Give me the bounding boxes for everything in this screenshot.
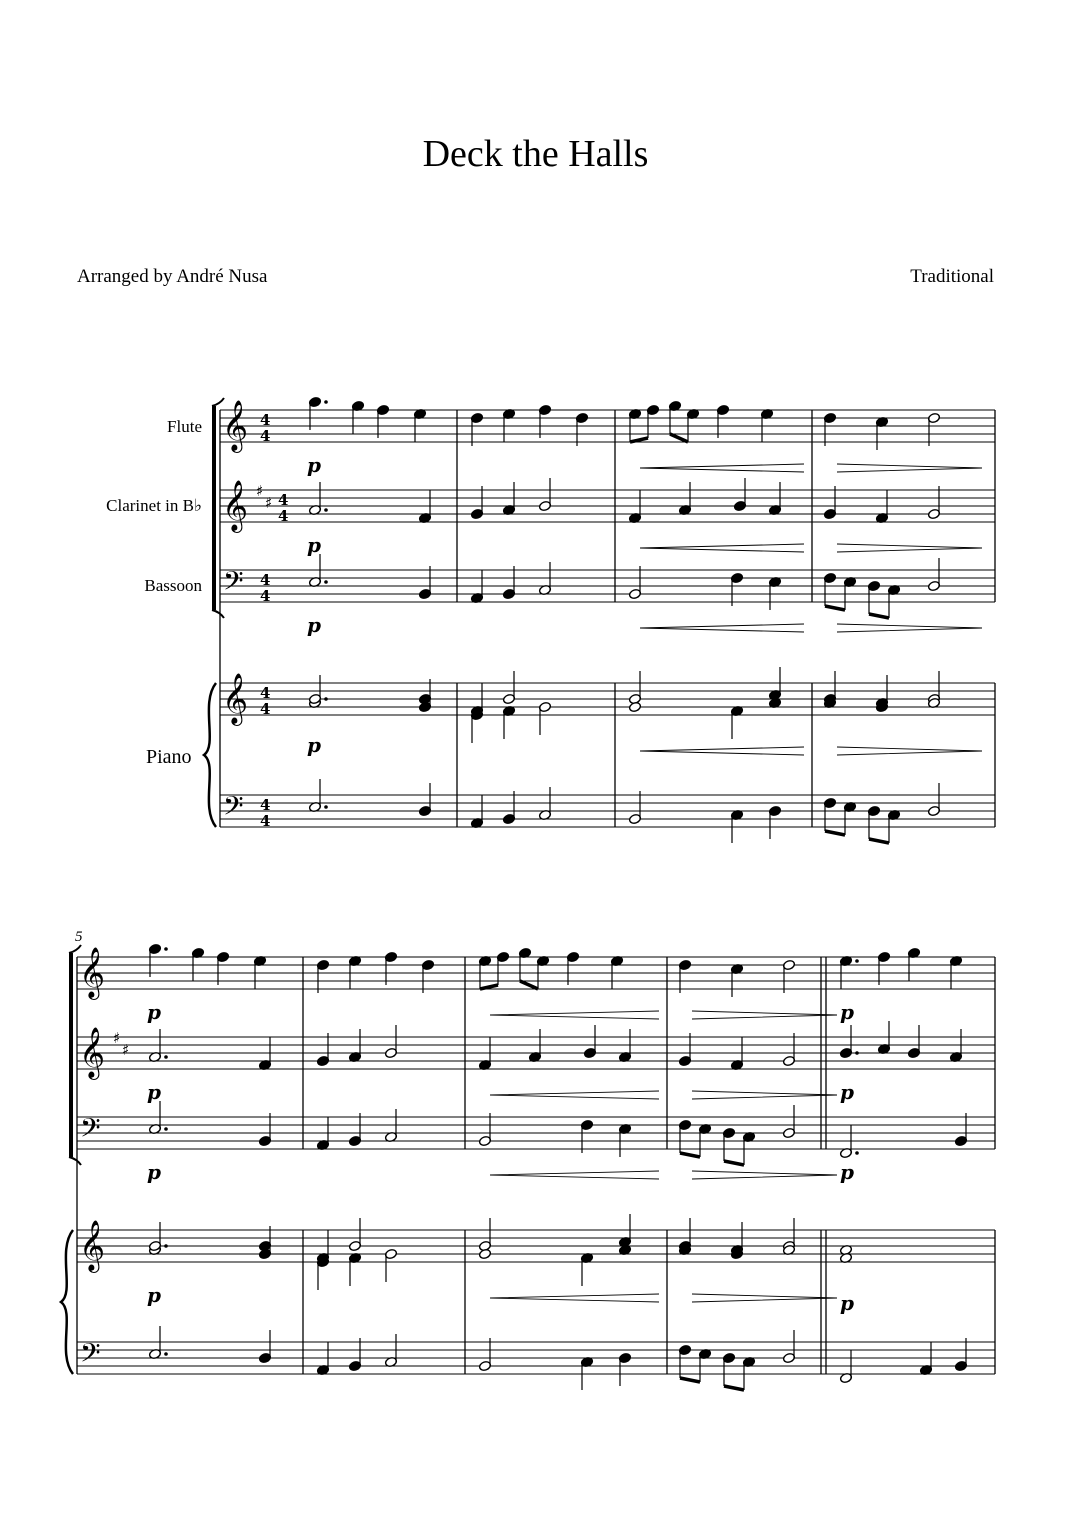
beam <box>630 438 648 442</box>
wind-bracket <box>212 406 216 610</box>
score-title: Deck the Halls <box>422 133 649 175</box>
crescendo-hairpin <box>490 1091 659 1099</box>
time-signature-bottom: 4 <box>260 427 271 445</box>
clarinet-label: Clarinet in B♭ <box>106 496 202 515</box>
crescendo-hairpin <box>640 747 804 755</box>
decrescendo-hairpin <box>692 1171 837 1179</box>
beam <box>825 831 845 835</box>
beam <box>680 1378 700 1382</box>
sharp-icon: ♯ <box>122 1041 130 1059</box>
augmentation-dot <box>324 400 328 404</box>
augmentation-dot <box>164 1244 168 1248</box>
crescendo-hairpin <box>640 544 804 552</box>
crescendo-hairpin <box>640 464 804 472</box>
piano-brace <box>61 1230 73 1374</box>
decrescendo-hairpin <box>837 624 982 632</box>
treble-clef-icon: 𝄞 <box>79 1027 106 1078</box>
time-signature-top: 4 <box>260 684 271 702</box>
system-2 <box>61 929 995 1390</box>
augmentation-dot <box>324 805 328 809</box>
bassoon-label: Bassoon <box>144 576 202 595</box>
time-signature-top: 4 <box>260 411 271 429</box>
wind-bracket <box>69 953 73 1157</box>
beam <box>724 1161 744 1165</box>
treble-clef-icon: 𝄞 <box>79 947 106 998</box>
bass-clef-icon: 𝄢 <box>223 565 244 603</box>
dynamic-piano: p <box>147 1000 161 1024</box>
dynamic-piano: p <box>307 533 321 557</box>
augmentation-dot <box>164 1352 168 1356</box>
time-signature-bottom: 4 <box>260 812 271 830</box>
system-1 <box>204 396 995 843</box>
augmentation-dot <box>164 1127 168 1131</box>
beam <box>480 985 498 989</box>
time-signature-top: 4 <box>278 491 289 509</box>
beam <box>670 434 688 442</box>
dynamic-piano: p <box>147 1160 161 1184</box>
dynamic-piano: p <box>307 453 321 477</box>
bass-clef-icon: 𝄢 <box>80 1112 101 1150</box>
dynamic-piano: p <box>840 1291 854 1315</box>
dynamic-piano: p <box>307 613 321 637</box>
time-signature-bottom: 4 <box>260 700 271 718</box>
wind-bracket <box>69 1157 81 1165</box>
beam <box>680 1153 700 1157</box>
augmentation-dot <box>855 959 859 963</box>
beam <box>520 981 538 989</box>
composer-credit: Traditional <box>910 266 994 287</box>
augmentation-dot <box>164 1055 168 1059</box>
time-signature-top: 4 <box>260 571 271 589</box>
treble-clef-icon: 𝄞 <box>222 480 249 531</box>
augmentation-dot <box>855 1151 859 1155</box>
dynamic-piano: p <box>147 1283 161 1307</box>
augmentation-dot <box>324 697 328 701</box>
dynamic-piano: p <box>840 1080 854 1104</box>
beam <box>869 839 889 843</box>
decrescendo-hairpin <box>837 747 982 755</box>
crescendo-hairpin <box>490 1011 659 1019</box>
bass-clef-icon: 𝄢 <box>223 790 244 828</box>
piano-label: Piano <box>146 746 192 768</box>
augmentation-dot <box>164 947 168 951</box>
time-signature-bottom: 4 <box>260 587 271 605</box>
crescendo-hairpin <box>490 1171 659 1179</box>
wind-bracket <box>212 610 224 618</box>
augmentation-dot <box>324 580 328 584</box>
decrescendo-hairpin <box>692 1011 837 1019</box>
treble-clef-icon: 𝄞 <box>79 1220 106 1271</box>
time-signature-top: 4 <box>260 796 271 814</box>
notehead <box>478 1248 491 1259</box>
dynamic-piano: p <box>840 1000 854 1024</box>
piano-brace <box>204 683 216 827</box>
crescendo-hairpin <box>640 624 804 632</box>
decrescendo-hairpin <box>837 544 982 552</box>
decrescendo-hairpin <box>692 1294 837 1302</box>
sharp-icon: ♯ <box>256 482 264 500</box>
beam <box>869 614 889 618</box>
beam <box>825 606 845 610</box>
notehead <box>628 701 641 712</box>
time-signature-bottom: 4 <box>278 507 289 525</box>
treble-clef-icon: 𝄞 <box>222 673 249 724</box>
decrescendo-hairpin <box>837 464 982 472</box>
bass-clef-icon: 𝄢 <box>80 1337 101 1375</box>
dynamic-piano: p <box>307 733 321 757</box>
dynamic-piano: p <box>840 1160 854 1184</box>
sharp-icon: ♯ <box>113 1029 121 1047</box>
arranger-credit: Arranged by André Nusa <box>77 266 268 287</box>
treble-clef-icon: 𝄞 <box>222 400 249 451</box>
measure-number: 5 <box>75 929 83 945</box>
decrescendo-hairpin <box>692 1091 837 1099</box>
crescendo-hairpin <box>490 1294 659 1302</box>
augmentation-dot <box>324 508 328 512</box>
sharp-icon: ♯ <box>265 494 273 512</box>
beam <box>724 1386 744 1390</box>
flute-label: Flute <box>167 417 202 436</box>
augmentation-dot <box>855 1051 859 1055</box>
dynamic-piano: p <box>147 1080 161 1104</box>
